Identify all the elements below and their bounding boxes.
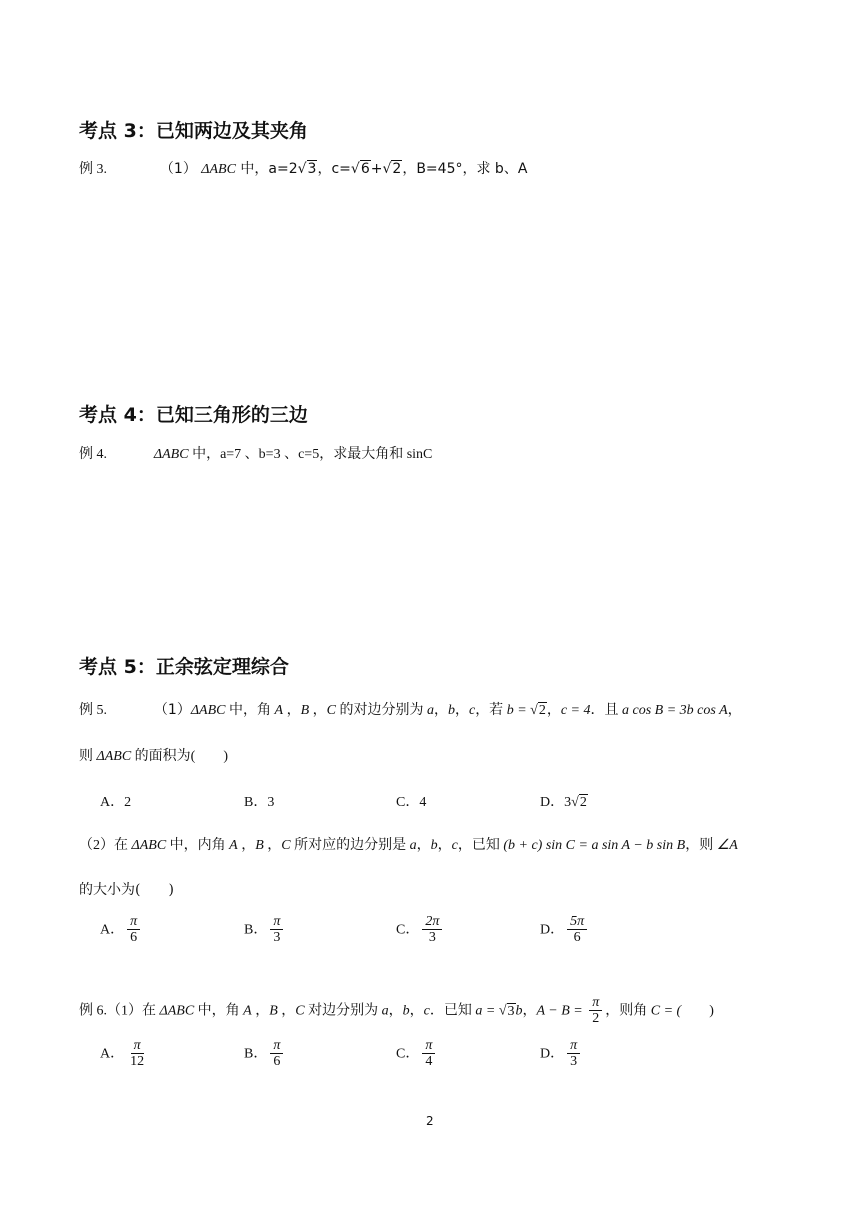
example-4-line: 例 4. ΔABC 中，a=7 、b=3 、c=5，求最大角和 sinC (79, 447, 433, 462)
example-5-q1-line2: 则 ΔABC 的面积为( ) (79, 749, 228, 764)
example-4-label: 例 4. (79, 447, 107, 462)
ex6-option-a[interactable]: A． $\frac{\pi}{12}$ (100, 1038, 150, 1069)
example-6-line: 例 6.（1）在 ΔABC 中，角 A ，B ，C 对边分别为 a，b，c．已知 a = √3b，A − B = $\frac{\pi}{2}$ ，则角 C = ( ) (79, 995, 714, 1026)
example-3-line: 例 3. （1） ΔABC 中，a=2√3，c=√6+√2，B=45°，求 b、A (79, 161, 528, 177)
ex6-option-c[interactable]: C． $\frac{\pi}{4}$ (396, 1038, 438, 1069)
section-5-heading: 考点 5：正余弦定理综合 (79, 656, 289, 678)
ex5-q1-option-a[interactable]: A．2 (100, 795, 132, 810)
example-5-q1-line1: 例 5. （1）ΔABC 中，角 A ，B ，C 的对边分别为 a，b，c，若 b = √2，c = 4．且 a cos B = 3b cos A， (79, 702, 742, 718)
ex5-q2-option-b[interactable]: B． $\frac{\pi}{3}$ (244, 914, 286, 945)
example-6-label: 例 6.（1）在 (79, 1003, 160, 1019)
fraction: $\frac{\pi}{2}$ (589, 995, 602, 1026)
example-5-q2-line2: 的大小为( ) (79, 882, 174, 898)
section-4-heading: 考点 4：已知三角形的三边 (79, 404, 308, 426)
example-5-label: 例 5. (79, 703, 107, 718)
fraction: $\frac{5\pi}{6}$ (567, 914, 587, 945)
ex5-q1-option-c[interactable]: C．4 (396, 795, 427, 810)
ex5-q2-option-a[interactable]: A． $\frac{\pi}{6}$ (100, 914, 143, 945)
ex6-option-d[interactable]: D． $\frac{\pi}{3}$ (540, 1038, 583, 1069)
example-5-q2-line1: （2）在 ΔABC 中，内角 A ，B ，C 所对应的边分别是 a，b，c，已知 (b + c) sin C = a sin A − b sin B，则 ∠A (79, 838, 738, 853)
fraction: $\frac{\pi}{3}$ (567, 1038, 580, 1069)
page-number: 2 (426, 1114, 434, 1128)
fraction: $\frac{\pi}{3}$ (270, 914, 283, 945)
ex6-option-b[interactable]: B． $\frac{\pi}{6}$ (244, 1038, 286, 1069)
ex5-q1-option-b[interactable]: B．3 (244, 795, 275, 810)
fraction: $\frac{\pi}{6}$ (127, 914, 140, 945)
example-3-label: 例 3. (79, 162, 107, 177)
section-3-heading: 考点 3：已知两边及其夹角 (79, 120, 308, 142)
fraction: $\frac{\pi}{4}$ (422, 1038, 435, 1069)
ex5-q1-option-d[interactable]: D．3√2 (540, 795, 587, 810)
fraction: $\frac{\pi}{12}$ (130, 1038, 145, 1069)
ex5-q2-option-c[interactable]: C． $\frac{2\pi}{3}$ (396, 914, 445, 945)
fraction: $\frac{2\pi}{3}$ (422, 914, 442, 945)
ex5-q2-option-d[interactable]: D． $\frac{5\pi}{6}$ (540, 914, 590, 945)
fraction: $\frac{\pi}{6}$ (270, 1038, 283, 1069)
